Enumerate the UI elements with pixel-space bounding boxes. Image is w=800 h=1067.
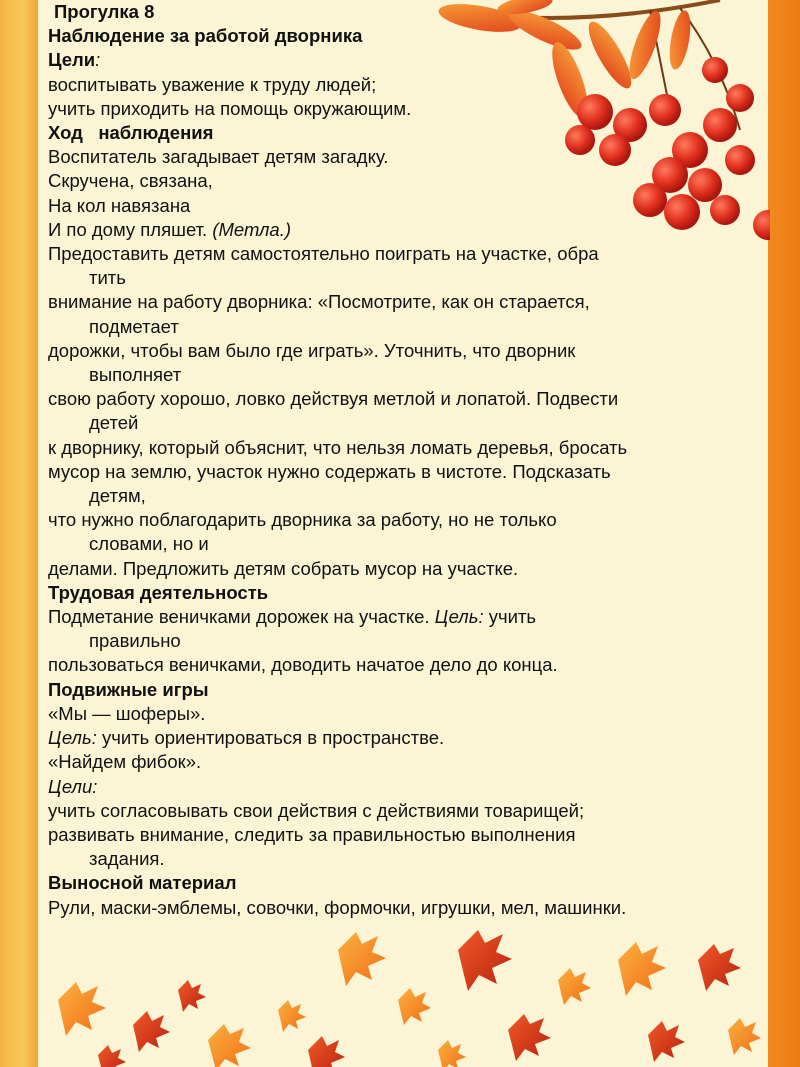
material-text: Рули, маски-эмблемы, совочки, формочки, игрушки, мел, машинки. — [48, 896, 627, 918]
walk-plan-text — [48, 0, 760, 920]
paragraph-line: Предоставить детям самостоятельно поиграть на участке, обра — [48, 243, 599, 265]
games-heading: Подвижные игры — [48, 678, 209, 700]
paragraph-line: к дворнику, который объяснит, что нельзя ломать деревья, бросать — [48, 436, 628, 458]
right-frame-border — [768, 0, 800, 1067]
paragraph-line-cont: тить — [89, 267, 126, 289]
labor-line — [48, 605, 760, 629]
paragraph-line-cont: детей — [89, 412, 139, 434]
paragraph-line: внимание на работу дворника: «Посмотрите, как он старается, — [48, 291, 590, 313]
riddle-answer: (Метла.) — [212, 218, 292, 240]
riddle-line: На кол навязана — [48, 194, 191, 216]
page-subtitle: Наблюдение за работой дворника — [48, 25, 363, 47]
paragraph-line: мусор на землю, участок нужно содержать в чистоте. Подсказать — [48, 460, 611, 482]
left-frame-border — [0, 0, 38, 1067]
labor-text: Подметание веничками дорожек на участке. — [48, 606, 430, 628]
game-goal-item: развивать внимание, следить за правильностью выполнения — [48, 823, 576, 845]
game-goals-label: Цели: — [48, 775, 98, 797]
game-goal-label: Цель: — [48, 727, 97, 749]
material-heading: Выносной материал — [48, 872, 237, 894]
goal-item: воспитывать уважение к труду людей; — [48, 73, 377, 95]
autumn-leaves-illustration — [38, 920, 768, 1067]
labor-goal-label: Цель: — [434, 606, 484, 628]
paragraph-line-cont: детям, — [89, 485, 146, 507]
game-goal-line — [48, 726, 760, 750]
goals-colon: : — [95, 49, 101, 71]
paragraph-line-cont: выполняет — [89, 364, 182, 386]
paragraph-line-cont: словами, но и — [89, 533, 209, 555]
labor-line-cont: правильно — [89, 630, 181, 652]
riddle-intro: Воспитатель загадывает детям загадку. — [48, 146, 389, 168]
riddle-last-line — [48, 218, 760, 242]
goals-heading: Цели — [48, 49, 96, 71]
paragraph-line-cont: подметает — [89, 315, 179, 337]
paragraph-line: делами. Предложить детям собрать мусор на участке. — [48, 557, 519, 579]
paragraph-line: свою работу хорошо, ловко действуя метлой и лопатой. Подвести — [48, 388, 619, 410]
labor-line-2: пользоваться веничками, доводить начатое дело до конца. — [48, 654, 558, 676]
riddle-last: И по дому пляшет. — [48, 218, 208, 240]
goal-item: учить приходить на помощь окружающим. — [48, 97, 412, 119]
game-goal-text: учить ориентироваться в пространстве. — [101, 727, 445, 749]
paragraph-line: что нужно поблагодарить дворника за работу, но не только — [48, 509, 557, 531]
game-goal-item: учить согласовывать свои действия с действиями товарищей; — [48, 799, 585, 821]
page-title: Прогулка 8 — [54, 1, 155, 22]
goals-heading-line — [48, 48, 760, 72]
game-title: «Мы — шоферы». — [48, 702, 206, 724]
labor-heading: Трудовая деятельность — [48, 581, 269, 603]
paragraph-line: дорожки, чтобы вам было где играть». Уточнить, что дворник — [48, 339, 576, 361]
labor-goal-text: учить — [488, 606, 537, 628]
game-title: «Найдем фибок». — [48, 751, 202, 773]
game-goal-item-cont: задания. — [89, 848, 165, 870]
observation-heading: Ход наблюдения — [48, 122, 214, 144]
riddle-line: Скручена, связана, — [48, 170, 213, 192]
